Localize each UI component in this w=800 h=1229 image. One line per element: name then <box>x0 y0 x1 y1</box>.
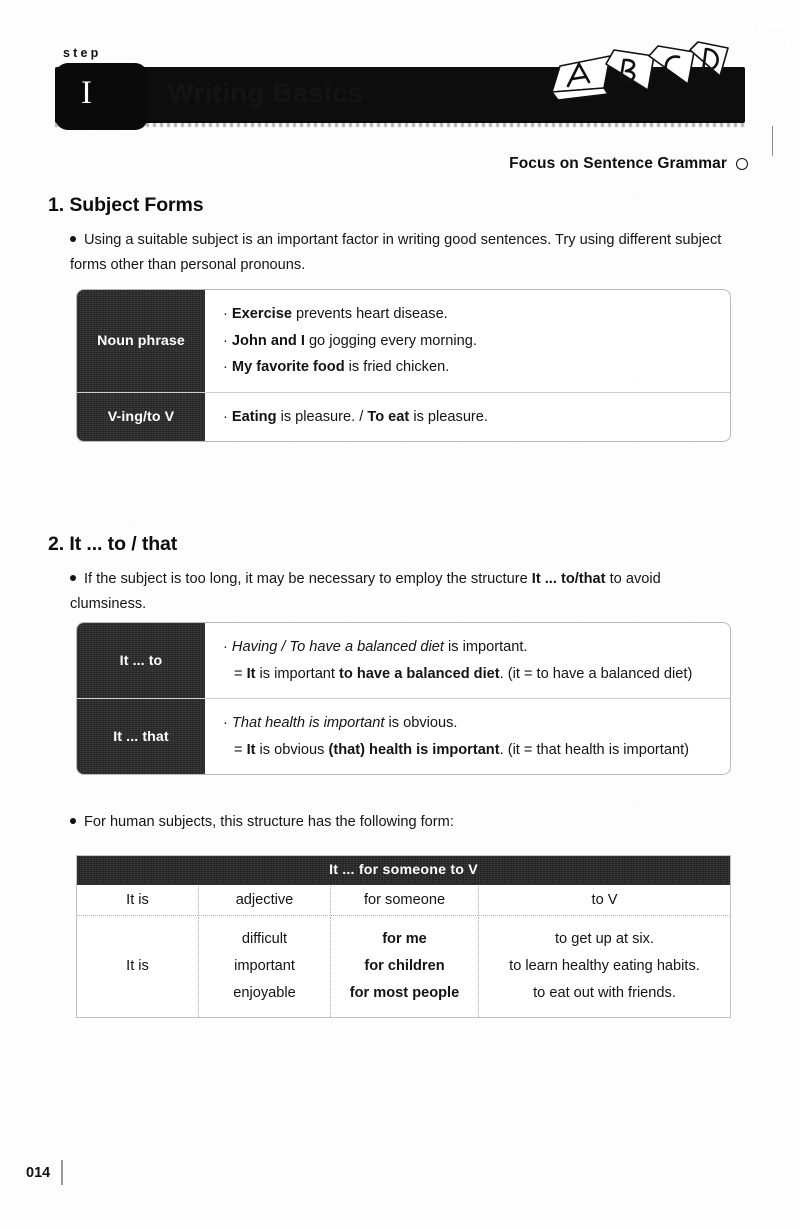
bullet-dot-icon <box>70 818 76 824</box>
column-header-adjective: adjective <box>199 886 331 915</box>
example-rest: is obvious. <box>384 715 458 731</box>
cell-value: for children <box>364 958 445 974</box>
table-body-row <box>77 916 730 1017</box>
example-rest: prevents heart disease. <box>291 306 448 322</box>
cell-value: enjoyable <box>233 985 296 1001</box>
bullet-dot-icon <box>70 575 76 581</box>
focus-pointer-line <box>772 126 773 156</box>
row-content <box>207 393 730 442</box>
section-2-bullet <box>70 567 730 617</box>
table-row <box>77 699 730 774</box>
step-roman-numeral: I <box>81 75 92 111</box>
example-rest: is fried chicken. <box>344 359 450 375</box>
section-2-bullet-pre: If the subject is too long, it may be necessary to employ the structure <box>84 571 532 587</box>
subject-forms-table <box>76 289 731 442</box>
example-rest: is pleasure. / <box>276 408 368 425</box>
focus-heading-label: Focus on Sentence Grammar <box>509 155 727 172</box>
step-word: step <box>63 46 102 60</box>
cell-for-someone <box>331 917 479 1017</box>
example-equivalent-line <box>223 661 716 688</box>
example-complement: (that) health is important <box>328 741 500 758</box>
page-folio <box>26 1160 63 1185</box>
human-subject-bullet-text: For human subjects, this structure has the following form: <box>84 814 454 830</box>
row-content <box>207 290 730 392</box>
table-row <box>77 393 730 442</box>
table-title-bar: It ... for someone to V <box>77 856 730 885</box>
abc-cards-icon <box>548 40 738 118</box>
example-subject: My favorite food <box>231 359 345 375</box>
example-line: · Eating is pleasure. / To eat is pleasure. <box>223 408 488 425</box>
example-equivalent-line <box>223 737 716 764</box>
example-it: It <box>246 665 256 682</box>
cell-value: to get up at six. <box>555 931 654 947</box>
example-note: . (it = that health is important) <box>499 741 689 758</box>
example-middle: is important <box>255 665 340 682</box>
table-header-row <box>77 885 730 916</box>
row-label: It ... that <box>77 699 207 774</box>
equals-sign: = <box>234 665 247 682</box>
example-subject: Exercise <box>231 306 292 322</box>
cell-value: to eat out with friends. <box>533 985 676 1001</box>
row-label: Noun phrase <box>77 290 207 392</box>
example-rest: is important. <box>443 639 528 655</box>
table-row <box>77 290 730 393</box>
page-number: 014 <box>26 1164 51 1181</box>
cell-value: for me <box>382 931 427 947</box>
row-content <box>207 623 730 698</box>
folio-divider <box>61 1160 62 1185</box>
section-1-bullet <box>70 228 730 278</box>
example-subject-2: To eat <box>367 408 410 425</box>
cell-value: for most people <box>349 985 460 1001</box>
column-header-for-someone: for someone <box>331 886 479 915</box>
row-content <box>207 699 730 774</box>
cell-value: to learn healthy eating habits. <box>509 958 700 974</box>
it-to-that-table <box>76 622 731 775</box>
equals-sign: = <box>234 741 247 758</box>
row-label: It ... to <box>77 623 207 698</box>
banner-title: Writing Basics <box>168 78 364 108</box>
example-complement: to have a balanced diet <box>339 665 500 682</box>
cell-adjectives <box>199 917 331 1017</box>
example-line: · Having / To have a balanced diet is important. <box>223 639 528 655</box>
step-number-badge <box>55 63 148 130</box>
section-1-heading: 1. Subject Forms <box>48 194 204 216</box>
example-rest-2: is pleasure. <box>409 408 488 425</box>
link-marks-icon <box>757 19 791 49</box>
section-2-heading: 2. It ... to / that <box>48 533 178 555</box>
human-subject-bullet <box>70 810 730 835</box>
row-label: V-ing/to V <box>77 393 207 442</box>
section-2-bullet-post: to avoid clumsiness. <box>70 571 661 612</box>
column-header-to-v: to V <box>591 892 618 908</box>
example-line: · John and I go jogging every morning. <box>223 332 477 349</box>
example-note: . (it = to have a balanced diet) <box>499 665 693 682</box>
example-it: It <box>246 741 256 758</box>
cell-value: important <box>234 958 295 974</box>
section-2-bullet-bold: It ... to/that <box>531 571 606 587</box>
example-subject: John and I <box>231 332 305 349</box>
focus-heading <box>509 155 748 173</box>
example-italic-subject: That health is important <box>231 715 385 731</box>
example-italic-subject: Having / To have a balanced diet <box>231 639 444 655</box>
example-line: · My favorite food is fried chicken. <box>223 359 450 375</box>
example-line: · That health is important is obvious. <box>223 715 458 731</box>
section-1-bullet-text: Using a suitable subject is an important factor in writing good sentences. Try using different subject forms other than personal pronouns. <box>70 232 722 273</box>
focus-circle-icon <box>736 158 748 170</box>
example-subject: Eating <box>231 408 277 425</box>
cell-value: difficult <box>241 931 288 947</box>
bullet-dot-icon <box>70 236 76 242</box>
cell-value: It is <box>126 958 149 974</box>
example-rest: go jogging every morning. <box>304 332 477 349</box>
it-for-someone-table <box>76 855 731 1018</box>
example-middle: is obvious <box>255 741 329 758</box>
table-row <box>77 623 730 699</box>
example-line: · Exercise prevents heart disease. <box>223 306 448 322</box>
cell-to-v <box>479 917 730 1017</box>
column-header-it-is: It is <box>77 886 199 915</box>
cell-it-is <box>77 917 199 1017</box>
